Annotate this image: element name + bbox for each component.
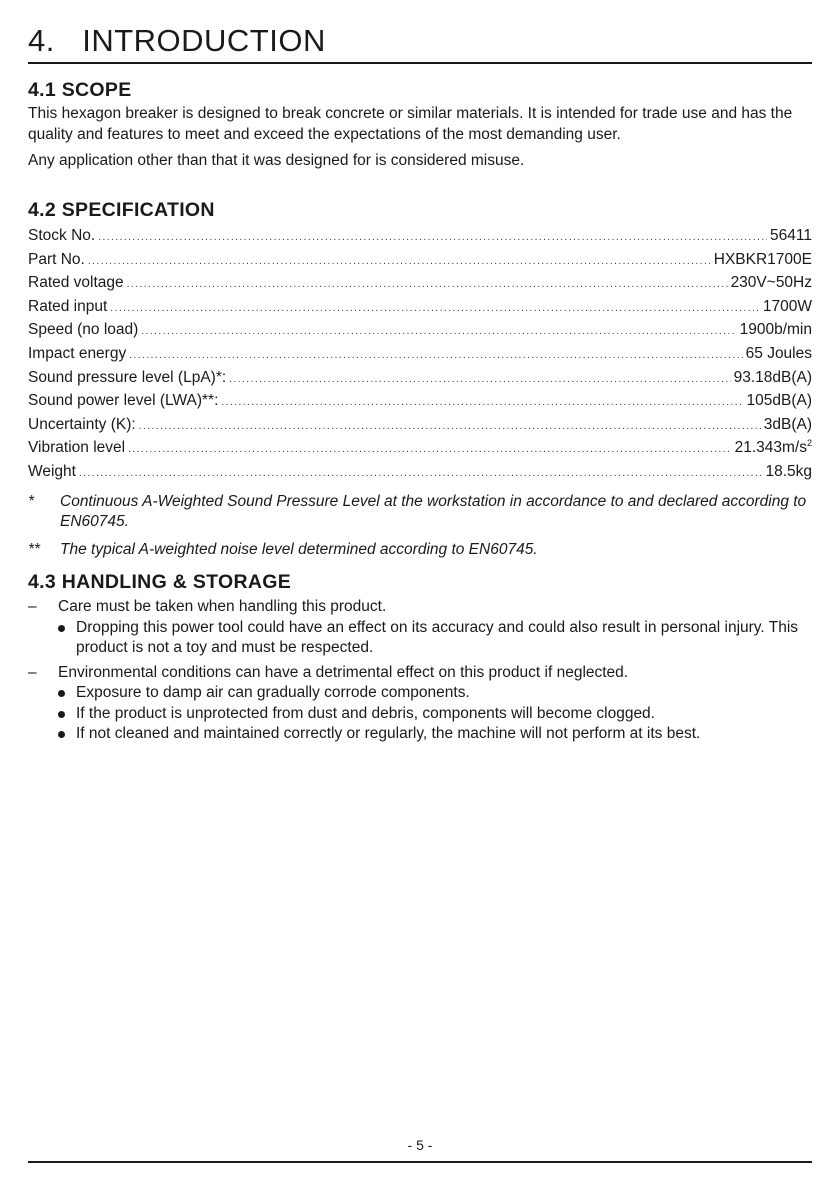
scope-paragraph-1: This hexagon breaker is designed to break concrete or similar materials. It is intended for trade use and has the quality and features to meet and exceed the expectations of the most demanding user. xyxy=(28,105,793,143)
chapter-number: 4. xyxy=(28,23,55,58)
bullet-text: If the product is unprotected from dust and debris, components will become clogged. xyxy=(76,704,655,722)
spec-row xyxy=(28,318,812,342)
footnote-mark: ** xyxy=(28,540,41,558)
chapter-name: INTRODUCTION xyxy=(82,23,326,58)
spec-label: Impact energy xyxy=(28,344,127,362)
dot-leader xyxy=(229,368,730,392)
dot-leader xyxy=(141,320,736,344)
spec-label: Rated voltage xyxy=(28,274,124,292)
footnote xyxy=(28,540,812,561)
footnote-text: Continuous A-Weighted Sound Pressure Level at the workstation in accordance to and declared according to EN60745. xyxy=(60,492,807,531)
bullet-icon xyxy=(58,731,65,738)
dot-leader xyxy=(88,250,711,274)
bullet-text: Exposure to damp air can gradually corrode components. xyxy=(76,684,470,701)
handling-point-text: Environmental conditions can have a detrimental effect on this product if neglected. xyxy=(58,663,629,681)
spec-label: Part No. xyxy=(28,250,85,268)
spec-row xyxy=(28,389,812,413)
handling-point xyxy=(28,597,812,618)
spec-row xyxy=(28,248,812,272)
specification-section xyxy=(28,197,812,560)
superscript: 2 xyxy=(806,438,812,449)
manual-page xyxy=(28,0,812,1192)
spec-value: 230V~50Hz xyxy=(730,274,812,292)
bullet-item xyxy=(28,683,812,704)
footnote-text: The typical A-weighted noise level determined according to EN60745. xyxy=(60,540,538,558)
dot-leader xyxy=(129,344,742,368)
spec-row xyxy=(28,436,812,460)
spec-value: HXBKR1700E xyxy=(713,250,812,268)
bullet-text: Dropping this power tool could have an effect on its accuracy and could also result in personal injury. This product is not a toy and must be respected. xyxy=(76,618,799,656)
spec-label: Speed (no load) xyxy=(28,321,139,339)
spec-value: 56411 xyxy=(770,227,812,244)
spec-row xyxy=(28,460,812,484)
handling-section xyxy=(28,569,812,745)
footnote-mark: * xyxy=(28,492,35,510)
spec-value-text: 21.343m/s xyxy=(734,439,807,457)
dot-leader xyxy=(127,273,728,297)
dash-marker: – xyxy=(28,663,37,681)
spec-label: Vibration level xyxy=(28,439,126,457)
spec-label: Rated input xyxy=(28,297,108,315)
bullet-icon xyxy=(58,711,65,718)
footnote xyxy=(28,492,812,533)
scope-paragraph-2: Any application other than that it was designed for is considered misuse. xyxy=(28,152,525,169)
spec-row xyxy=(28,342,812,366)
spec-label: Sound pressure level (LpA)*: xyxy=(28,368,227,386)
page-number: - 5 - xyxy=(407,1137,433,1153)
bullet-item xyxy=(28,724,812,745)
specification-table xyxy=(28,224,812,484)
bullet-item xyxy=(28,704,812,725)
spec-label: Weight xyxy=(28,462,76,480)
handling-point xyxy=(28,663,812,684)
dot-leader xyxy=(110,297,760,321)
scope-heading: 4.1 SCOPE xyxy=(28,79,132,101)
spec-value: 3dB(A) xyxy=(763,415,812,433)
bullet-icon xyxy=(58,690,65,697)
dot-leader xyxy=(139,415,761,439)
spec-value: 93.18dB(A) xyxy=(733,368,812,386)
dot-leader xyxy=(98,226,767,250)
spec-value: 105dB(A) xyxy=(746,392,812,410)
spec-value: 1900b/min xyxy=(739,321,812,339)
bullet-text: If not cleaned and maintained correctly or regularly, the machine will not perform at its best. xyxy=(76,725,701,742)
spec-value: 18.5kg xyxy=(765,462,812,480)
specification-notes xyxy=(28,492,812,561)
dot-leader xyxy=(128,438,732,462)
bullet-item xyxy=(28,618,812,659)
spec-value: 1700W xyxy=(762,297,812,315)
scope-section xyxy=(28,77,812,172)
dash-marker: – xyxy=(28,598,37,615)
top-divider xyxy=(28,62,812,64)
spec-label: Uncertainty (K): xyxy=(28,415,136,433)
spec-label: Sound power level (LWA)**: xyxy=(28,392,219,410)
handling-heading: 4.3 HANDLING & STORAGE xyxy=(28,571,292,593)
dot-leader xyxy=(79,462,762,486)
spec-value: 65 Joules xyxy=(745,344,812,362)
spec-label: Stock No. xyxy=(28,227,96,244)
spec-row xyxy=(28,271,812,295)
spec-value xyxy=(735,436,812,460)
spec-row xyxy=(28,366,812,390)
dot-leader xyxy=(221,391,743,415)
chapter-title xyxy=(28,22,326,60)
spec-row xyxy=(28,295,812,319)
specification-heading: 4.2 SPECIFICATION xyxy=(28,199,215,221)
bullet-icon xyxy=(58,625,65,632)
spec-row xyxy=(28,413,812,437)
handling-point-text: Care must be taken when handling this product. xyxy=(58,598,387,615)
bottom-divider xyxy=(28,1161,812,1163)
spec-row xyxy=(28,224,812,248)
